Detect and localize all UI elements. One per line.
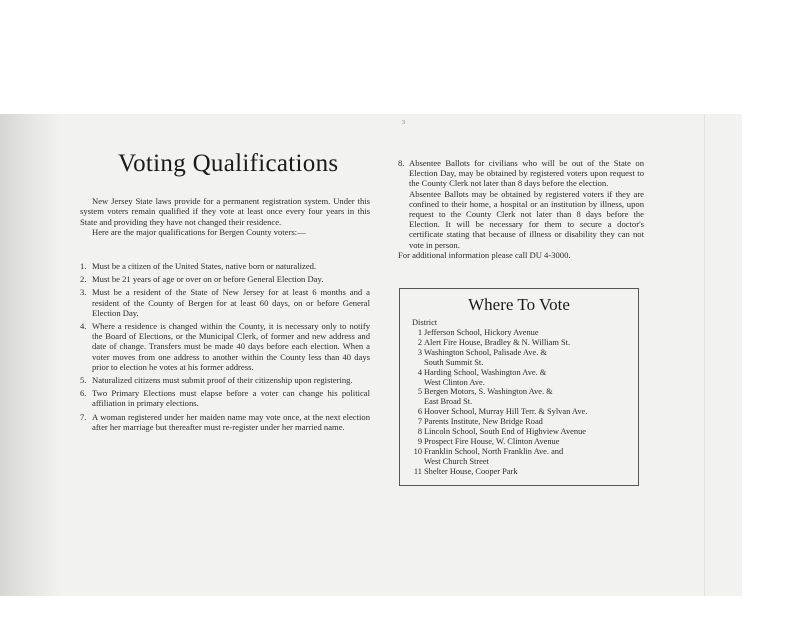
district-item [412, 427, 587, 437]
district-location: Hoover School, Murray Hill Terr. & Sylvan Ave. [424, 407, 588, 417]
additional-info: For additional information please call DU 4-3000. [398, 249, 571, 260]
qualifications-list [80, 261, 370, 435]
district-item [412, 348, 587, 368]
item-text: Two Primary Elections must elapse before a voter can change his political affiliation in primary elections. [92, 388, 370, 409]
qualification-item [80, 261, 370, 271]
district-item [412, 407, 587, 417]
absentee-section [398, 158, 644, 260]
district-location: Harding School, Washington Ave. & [424, 367, 547, 377]
qualification-item [80, 274, 370, 284]
district-item [412, 437, 587, 447]
district-number: 7 [417, 417, 422, 427]
item-text: Must be a resident of the State of New Jersey for at least 6 months and a resident of the County of Bergen for at least 60 days, on or before General Election Day. [92, 287, 370, 318]
item-text: Must be a citizen of the United States, native born or naturalized. [92, 261, 317, 271]
intro-paragraph: New Jersey State laws provide for a permanent registration system. Under this system voters remain qualified if they vote at least once every four years in this State and providing they have not changed their residence. [80, 196, 370, 227]
intro-paragraph: Here are the major qualifications for Bergen County voters:— [92, 226, 306, 237]
district-location-cont: East Broad St. [424, 397, 473, 407]
district-number: 1 [417, 328, 422, 337]
absentee-illness-text: Absentee Ballots may be obtained by registered voters if they are confined to their home, a hospital or an institution by illness, upon request to the County Clerk not later than 8 days before the Election. It will be necessary for them to secure a doctor's certificate stating that because of illness or disability they can not vote in person. [409, 188, 644, 250]
page-fold [704, 114, 705, 596]
district-location: Prospect Fire House, W. Clinton Avenue [424, 436, 560, 446]
item-number: 1. [80, 261, 87, 271]
qualification-item-8 [398, 158, 644, 189]
district-location: Jefferson School, Hickory Avenue [424, 328, 539, 337]
district-number: 8 [417, 427, 422, 437]
qualification-item [80, 321, 370, 372]
item-number: 6. [80, 388, 87, 399]
district-number: 6 [417, 407, 422, 417]
district-item [412, 417, 587, 427]
district-number: 2 [417, 337, 422, 347]
item-number: 5. [80, 375, 87, 386]
district-location: Lincoln School, South End of Highview Avenue [424, 427, 586, 437]
page-number: 3 [402, 120, 405, 126]
qualification-item [80, 388, 370, 408]
where-to-vote-box [399, 288, 639, 486]
district-list [412, 328, 587, 477]
district-number: 11 [413, 466, 422, 476]
qualification-item [80, 375, 370, 385]
item-number: 7. [80, 411, 87, 422]
district-location: Parents Institute, New Bridge Road [424, 417, 543, 427]
district-number: 10 [413, 446, 422, 456]
district-location-cont: West Clinton Ave. [424, 377, 485, 387]
district-item [412, 387, 587, 407]
district-item [412, 467, 587, 477]
district-item [412, 368, 587, 388]
district-number: 5 [417, 387, 422, 397]
item-number: 8. [398, 158, 405, 168]
district-location: Bergen Motors, S. Washington Ave. & [424, 387, 553, 397]
page-title: Voting Qualifications [118, 150, 339, 177]
item-text: A woman registered under her maiden name may vote once, at the next election after her marriage but thereafter must re-register under her married name. [92, 411, 370, 432]
intro-text [80, 196, 370, 237]
district-number: 3 [417, 347, 422, 357]
item-text: Absentee Ballots for civilians who will be out of the State on Election Day, may be obtained by registered voters upon request to the County Clerk not later than 8 days before the election. [409, 158, 644, 189]
district-location-cont: South Summit St. [424, 357, 484, 367]
district-location: Franklin School, North Franklin Ave. and [424, 446, 564, 456]
where-to-vote-title: Where To Vote [468, 295, 570, 314]
item-number: 4. [80, 321, 87, 332]
item-text: Naturalized citizens must submit proof of their citizenship upon registering. [92, 375, 353, 386]
district-label: District [412, 318, 438, 327]
district-item [412, 328, 587, 338]
item-number: 3. [80, 287, 87, 298]
district-location-cont: West Church Street [424, 456, 489, 466]
district-item [412, 447, 587, 467]
district-item [412, 338, 587, 348]
district-location: Shelter House, Cooper Park [424, 466, 518, 476]
district-number: 9 [417, 436, 422, 446]
district-location: Alert Fire House, Bradley & N. William St. [424, 337, 571, 347]
district-number: 4 [417, 367, 422, 377]
item-number: 2. [80, 274, 87, 285]
item-text: Where a residence is changed within the County, it is necessary only to notify the Board of Elections, or the Municipal Clerk, of former and new address and date of change. Transfers must be made 40 days before each election. When a voter moves from one address to another within the County less than 40 days prior to election he votes at his former address. [92, 321, 370, 372]
qualification-item [80, 412, 370, 432]
item-text: Must be 21 years of age or over on or before General Election Day. [92, 274, 324, 285]
qualification-item [80, 287, 370, 318]
district-location: Washington School, Palisade Ave. & [424, 347, 547, 357]
page-gutter-shadow [0, 114, 62, 596]
